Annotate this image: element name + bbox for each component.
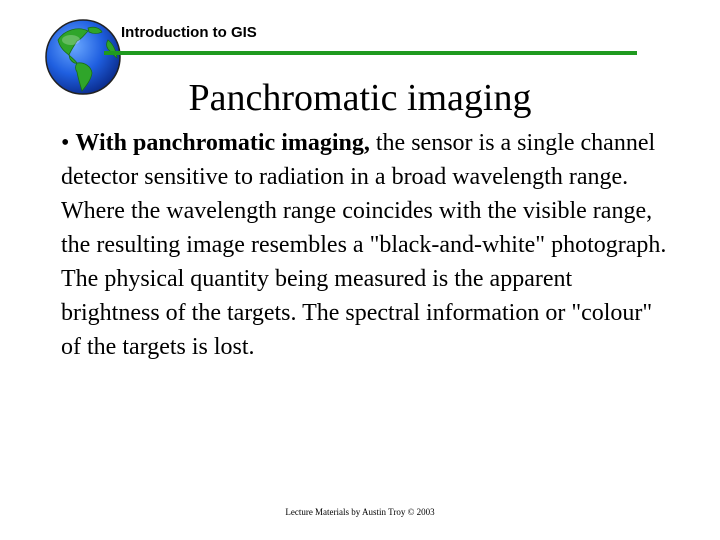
bullet-marker: •: [61, 130, 70, 156]
header-divider: [104, 51, 637, 55]
slide-title: Panchromatic imaging: [188, 77, 532, 119]
bullet-body-text: the sensor is a single channel detector sensitive to radiation in a broad wavelength range. Where the wavelength range coincides with the visible range, the resulting image resembles a "black-and-white" photograph. The physical quantity being measured is the apparent brightness of the targets. The spectral information or "colour" of the targets is lost.: [61, 130, 667, 360]
course-title: Introduction to GIS: [121, 24, 257, 41]
footer-credit: Lecture Materials by Austin Troy © 2003: [285, 507, 435, 517]
bullet-lead-text: With panchromatic imaging,: [75, 130, 370, 156]
bullet-paragraph: [61, 126, 671, 364]
